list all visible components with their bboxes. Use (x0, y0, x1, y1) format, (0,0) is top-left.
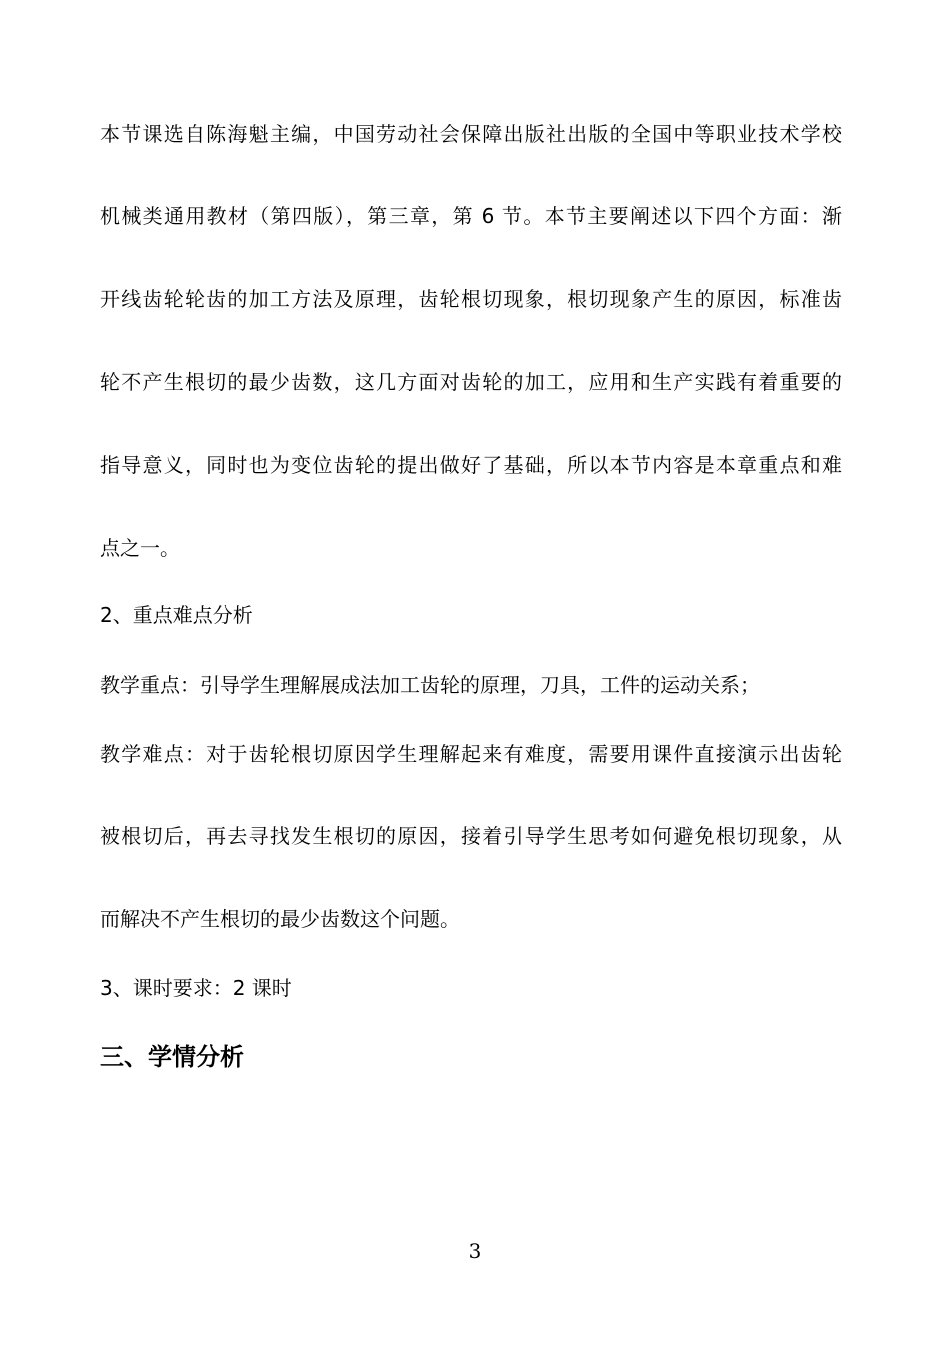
section-3-class-hours: 3、课时要求：2 课时 (100, 976, 292, 1000)
intro-line-1: 本节课选自陈海魁主编，中国劳动社会保障出版社出版的全国中等职业技术学校 (100, 122, 842, 146)
difficulty-line-3: 而解决不产生根切的最少齿数这个问题。 (100, 907, 460, 931)
intro-line-6: 点之一。 (100, 536, 180, 560)
section-2-title: 2、重点难点分析 (100, 603, 253, 627)
difficulty-line-1: 教学难点：对于齿轮根切原因学生理解起来有难度，需要用课件直接演示出齿轮 (100, 742, 842, 766)
intro-line-4: 轮不产生根切的最少齿数，这几方面对齿轮的加工，应用和生产实践有着重要的 (100, 370, 842, 394)
intro-line-3: 开线齿轮轮齿的加工方法及原理，齿轮根切现象，根切现象产生的原因，标准齿 (100, 287, 842, 311)
heading-learner-analysis: 三、学情分析 (100, 1043, 244, 1071)
key-point-text: 教学重点：引导学生理解展成法加工齿轮的原理，刀具，工件的运动关系； (100, 673, 760, 697)
difficulty-line-2: 被根切后，再去寻找发生根切的原因，接着引导学生思考如何避免根切现象，从 (100, 824, 842, 848)
intro-line-2: 机械类通用教材（第四版），第三章，第 6 节。本节主要阐述以下四个方面：渐 (100, 204, 842, 228)
intro-line-5: 指导意义，同时也为变位齿轮的提出做好了基础，所以本节内容是本章重点和难 (100, 453, 842, 477)
page-number: 3 (468, 1239, 482, 1263)
